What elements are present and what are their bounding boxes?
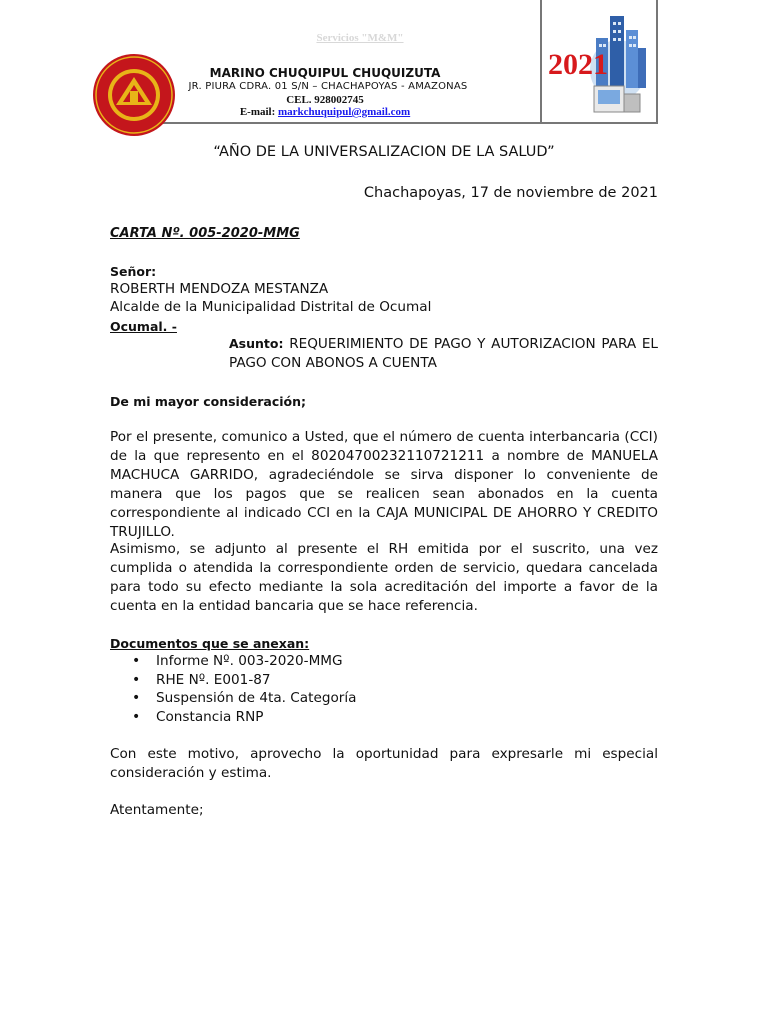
sender-email-line: [190, 106, 460, 118]
year-motto: “AÑO DE LA UNIVERSALIZACION DE LA SALUD”: [213, 144, 555, 160]
letter-reference: CARTA Nº. 005-2020-MMG: [110, 226, 300, 241]
header-divider-far-right: [656, 0, 658, 124]
list-item: • Informe Nº. 003-2020-MMG: [156, 652, 356, 671]
sender-name: MARINO CHUQUIPUL CHUQUIZUTA: [209, 66, 441, 80]
subject-label: Asunto:: [229, 336, 284, 351]
firm-name: Servicios "M&M": [316, 32, 404, 44]
cip-seal-logo: [92, 53, 176, 137]
sender-address: JR. PIURA CDRA. 01 S/N – CHACHAPOYAS - AMAZONAS: [188, 81, 468, 92]
letter-date: Chachapoyas, 17 de noviembre de 2021: [363, 185, 658, 201]
signoff: Atentamente;: [110, 802, 204, 818]
header-divider-right: [540, 0, 542, 124]
list-item: • Constancia RNP: [156, 708, 356, 727]
email-label: E-mail:: [239, 106, 276, 118]
header-divider-bottom: [158, 122, 658, 124]
greeting: De mi mayor consideración;: [110, 394, 307, 409]
subject-block: [229, 334, 658, 373]
subject-text: REQUERIMIENTO DE PAGO Y AUTORIZACION PARA EL PAGO CON ABONOS A CUENTA: [229, 336, 658, 371]
attachments-list: [110, 652, 356, 726]
paragraph-cci: Por el presente, comunico a Usted, que el número de cuenta interbancaria (CCI) de la que represento en el 80204700232110721211 a nombre de MANUELA MACHUCA GARRIDO, agradeciéndole se sirva disponer lo conveniente de manera que los pagos que se realicen sean abonados en la cuenta correspondiente al indicado CCI en la CAJA MUNICIPAL DE AHORRO Y CREDITO TRUJILLO.: [110, 429, 658, 540]
closing-paragraph: Con este motivo, aprovecho la oportunidad para expresarle mi especial consideración y estima.: [110, 746, 658, 781]
list-item: • Suspensión de 4ta. Categoría: [156, 689, 356, 708]
sender-phone: CEL. 928002745: [286, 94, 364, 106]
recipient-name: ROBERTH MENDOZA MESTANZA: [110, 281, 329, 297]
year-label: 2021: [548, 48, 608, 81]
list-item: • RHE Nº. E001-87: [156, 671, 356, 690]
attachments-title: Documentos que se anexan:: [110, 636, 310, 651]
salutation: Señor:: [110, 264, 157, 279]
recipient-title: Alcalde de la Municipalidad Distrital de Ocumal: [110, 299, 432, 315]
paragraph-rh: Asimismo, se adjunto al presente el RH emitida por el suscrito, una vez cumplida o atendida la correspondiente orden de servicio, quedara cancelada para todo su efecto mediante la sola acreditación del importe a favor de la cuenta en la entidad bancaria que se hace referencia.: [110, 541, 658, 614]
recipient-place: Ocumal. -: [110, 319, 177, 334]
email-link[interactable]: markchuquipul@gmail.com: [278, 106, 411, 118]
